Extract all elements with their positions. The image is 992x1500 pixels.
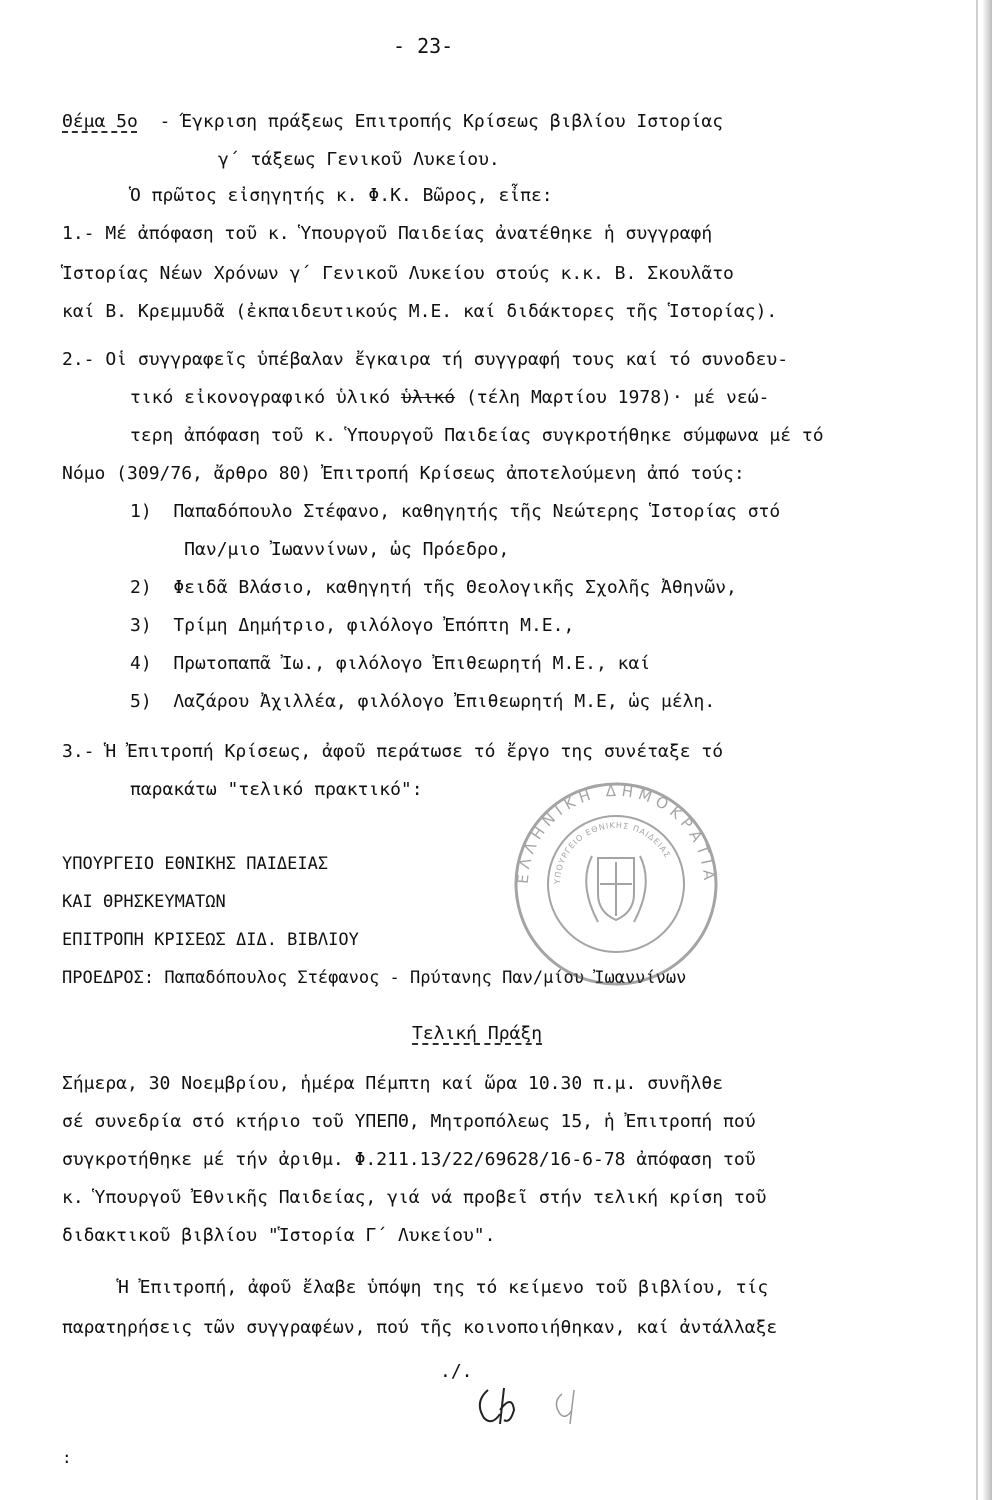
member-1-cont: Παν/μιο Ἰωαννίνων, ὡς Πρόεδρο, [130, 539, 510, 560]
ministry-line2: ΚΑΙ ΘΡΗΣΚΕΥΜΑΤΩΝ [62, 892, 226, 912]
item3-line1: 3.- Ἡ Ἐπιτροπή Κρίσεως, ἀφοῦ περάτωσε τό ἔργο της συνέταξε τό [62, 741, 724, 762]
act-line3: συγκροτήθηκε μέ τήν ἀριθμ. Φ.211.13/22/69628/16-6-78 ἀπόφαση τοῦ [62, 1149, 756, 1170]
act-para2-line2: παρατηρήσεις τῶν συγγραφέων, πού τῆς κοινοποιήθηκαν, καί ἀντάλλαξε [62, 1317, 778, 1338]
handwritten-initials [470, 1380, 600, 1430]
page-number: - 23- [393, 34, 454, 58]
item3-line2: παρακάτω "τελικό πρακτικό": [130, 779, 423, 800]
item2-line3: τερη ἀπόφαση τοῦ κ. Ὑπουργοῦ Παιδείας συγκροτήθηκε σύμφωνα μέ τό [130, 425, 824, 446]
item1-line3: καί Β. Κρεμμυδᾶ (ἐκπαιδευτικούς Μ.Ε. καί διδάκτορες τῆς Ἱστορίας). [62, 301, 778, 322]
item2-line2-post: (τέλη Μαρτίου 1978)· μέ νεώ- [455, 387, 770, 408]
act-line2: σέ συνεδρία στό κτήριο τοῦ ΥΠΕΠΘ, Μητροπόλεως 15, ἡ Ἐπιτροπή πού [62, 1111, 756, 1132]
member-5: 5) Λαζάρου Ἀχιλλέα, φιλόλογο Ἐπιθεωρητή Μ.Ε, ὡς μέλη. [130, 691, 716, 712]
ministry-line1: ΥΠΟΥΡΓΕΙΟ ΕΘΝΙΚΗΣ ΠΑΙΔΕΙΑΣ [62, 854, 329, 874]
act-title [412, 1022, 542, 1046]
continuation-mark: ./. [440, 1361, 473, 1382]
margin-mark: : [62, 1448, 72, 1467]
page-edge-line [976, 0, 978, 1500]
item1-line1: 1.- Μέ ἀπόφαση τοῦ κ. Ὑπουργοῦ Παιδείας ἀνατέθηκε ἡ συγγραφή [62, 223, 713, 244]
stamp-outer-text: ΕΛΛΗΝΙΚΗ ΔΗΜΟΚΡΑΤΙΑ [513, 781, 719, 886]
topic-dash: - [159, 111, 171, 132]
member-3: 3) Τρίμη Δημήτριο, φιλόλογο Ἐπόπτη Μ.Ε., [130, 615, 575, 636]
topic-title-line2: γ΄ τάξεως Γενικοῦ Λυκείου. [218, 149, 500, 170]
item2-line1: 2.- Οἱ συγγραφεῖς ὑπέβαλαν ἔγκαιρα τή συγγραφή τους καί τό συνοδευ- [62, 349, 789, 370]
act-line5: διδακτικοῦ βιβλίου "Ἱστορία Γ΄ Λυκείου". [62, 1225, 496, 1246]
page-edge-shadow [982, 0, 992, 1500]
stamp-inner-text: ΥΠΟΥΡΓΕΙΟ ΕΘΝΙΚΗΣ ΠΑΙΔΕΙΑΣ [552, 820, 673, 885]
struck-word: ὑλικό [400, 387, 456, 408]
act-title-text: Τελική Πράξη [412, 1023, 543, 1044]
item2-line2 [130, 386, 769, 410]
item2-line2-pre: τικό εἰκονογραφικό ὑλικό [130, 387, 401, 408]
topic-label: Θέμα 5ο [62, 111, 138, 132]
act-line4: κ. Ὑπουργοῦ Ἐθνικῆς Παιδείας, γιά νά προβεῖ στήν τελική κρίση τοῦ [62, 1187, 767, 1208]
member-2: 2) Φειδᾶ Βλάσιο, καθηγητή τῆς Θεολογικῆς Σχολῆς Ἀθηνῶν, [130, 577, 737, 598]
official-stamp [508, 776, 724, 992]
item2-line4: Νόμο (309/76, ἄρθρο 80) Ἐπιτροπή Κρίσεως ἀποτελούμενη ἀπό τούς: [62, 463, 745, 484]
act-para2-line1: Ἡ Ἐπιτροπή, ἀφοῦ ἔλαβε ὑπόψη της τό κείμενο τοῦ βιβλίου, τίς [118, 1277, 769, 1298]
topic-title-line1: Έγκριση πράξεως Επιτροπής Κρίσεως βιβλίου Ιστορίας [181, 111, 724, 132]
coat-of-arms-icon [586, 856, 646, 922]
chair-label: ΠΡΟΕΔΡΟΣ: [62, 968, 155, 988]
member-4: 4) Πρωτοπαπᾶ Ἰω., φιλόλογο Ἐπιθεωρητή Μ.Ε., καί [130, 653, 651, 674]
ministry-line3: ΕΠΙΤΡΟΠΗ ΚΡΙΣΕΩΣ ΔΙΔ. ΒΙΒΛΙΟΥ [62, 930, 359, 950]
item1-line2: Ἱστορίας Νέων Χρόνων γ΄ Γενικοῦ Λυκείου στούς κ.κ. Β. Σκουλᾶτο [62, 263, 734, 284]
topic-heading [62, 110, 723, 134]
chair-value: Παπαδόπουλος Στέφανος - Πρύτανης Παν/μίου Ἰωαννίνων [164, 968, 687, 988]
member-1: 1) Παπαδόπουλο Στέφανο, καθηγητής τῆς Νεώτερης Ἱστορίας στό [130, 501, 781, 522]
act-line1: Σήμερα, 30 Νοεμβρίου, ἡμέρα Πέμπτη καί ὥρα 10.30 π.μ. συνῆλθε [62, 1073, 724, 1094]
intro-line: Ὁ πρῶτος εἰσηγητής κ. Φ.Κ. Βῶρος, εἶπε: [130, 185, 553, 206]
